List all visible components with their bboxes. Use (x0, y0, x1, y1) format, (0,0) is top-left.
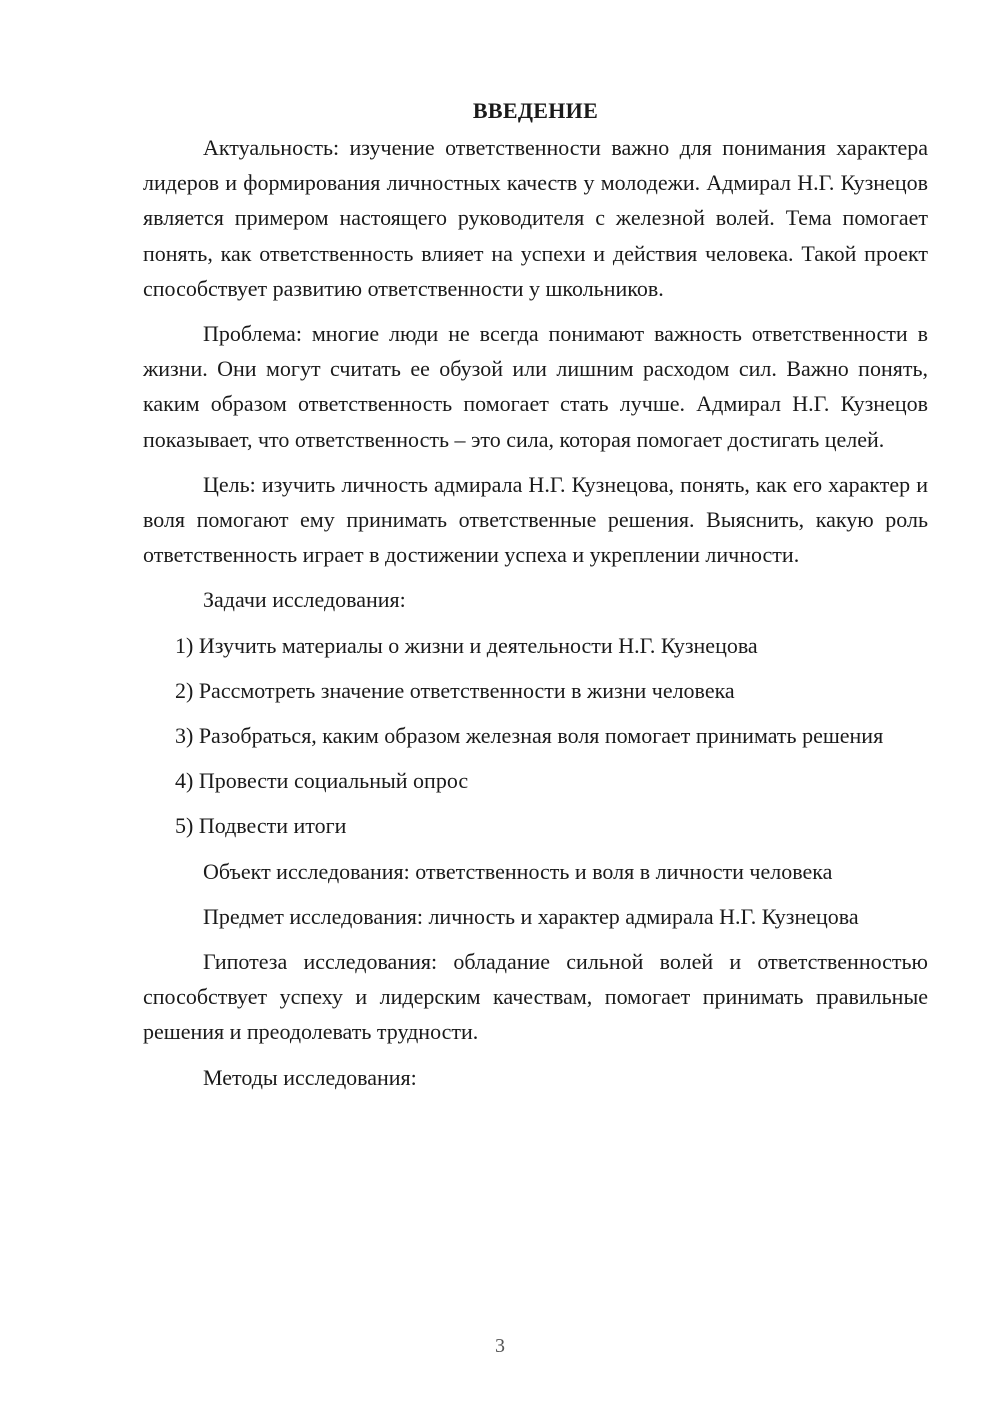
subject-paragraph: Предмет исследования: личность и характер адмирала Н.Г. Кузнецова (203, 903, 859, 929)
relevance-paragraph: Актуальность: изучение ответственности важно для понимания характера лидеров и формирования личностных качеств у молодежи. Адмирал Н.Г. Кузнецов является примером настоящего руководителя с железной волей. Тема помогает понять, как ответственность влияет на успехи и действия человека. Такой проект способствует развитию ответственности у школьников. (143, 135, 928, 301)
page-number: 3 (495, 1335, 505, 1357)
task-item-1: 1) Изучить материалы о жизни и деятельности Н.Г. Кузнецова (175, 632, 758, 658)
task-item-3: 3) Разобраться, каким образом железная воля помогает принимать решения (175, 723, 884, 749)
goal-paragraph: Цель: изучить личность адмирала Н.Г. Кузнецова, понять, как его характер и воля помогают ему принимать ответственные решения. Выяснить, какую роль ответственность играет в достижении успеха и укреплении личности. (143, 471, 928, 568)
object-paragraph: Объект исследования: ответственность и воля в личности человека (203, 858, 833, 884)
task-item-5: 5) Подвести итоги (175, 813, 347, 839)
document-page (143, 96, 928, 1105)
tasks-heading: Задачи исследования: (203, 587, 406, 613)
hypothesis-paragraph: Гипотеза исследования: обладание сильной волей и ответственностью способствует успеху и лидерским качествам, помогает принимать правильные решения и преодолевать трудности. (143, 949, 928, 1045)
section-title: ВВЕДЕНИЕ (472, 98, 599, 123)
task-item-2: 2) Рассмотреть значение ответственности в жизни человека (175, 677, 735, 703)
methods-heading: Методы исследования: (203, 1064, 417, 1090)
task-item-4: 4) Провести социальный опрос (175, 768, 469, 794)
problem-paragraph: Проблема: многие люди не всегда понимают важность ответственности в жизни. Они могут считать ее обузой или лишним расходом сил. Важно понять, каким образом ответственность помогает стать лучше. Адмирал Н.Г. Кузнецов показывает, что ответственность – это сила, которая помогает достигать целей. (143, 321, 928, 452)
